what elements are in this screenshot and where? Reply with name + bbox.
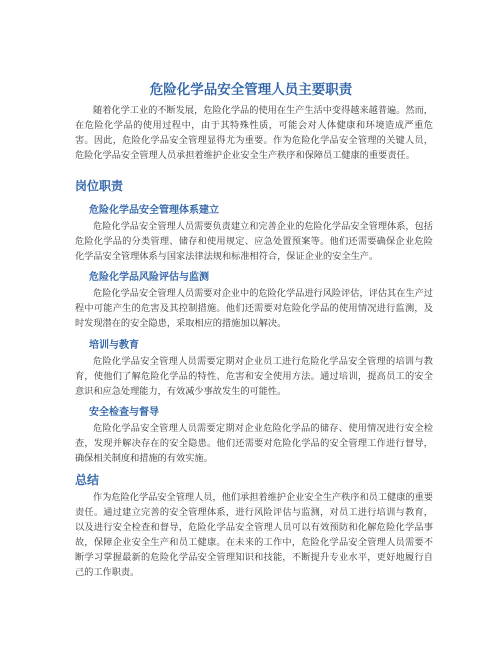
- section-text-system: 危险化学品安全管理人员需要负责建立和完善企业的危险化学品安全管理体系，包括危险化学品的分类管理、储存和使用规定、应急处置预案等。他们还需要确保企业危险化学品安全管理体系与国家法律法规和标准相符合，保证企业的安全生产。: [75, 221, 433, 263]
- summary-heading: 总结: [75, 473, 100, 487]
- section-heading-risk: 危险化学品风险评估与监测: [89, 272, 209, 283]
- section-heading-system: 危险化学品安全管理体系建立: [89, 205, 219, 216]
- document-title: 危险化学品安全管理人员主要职责: [149, 82, 353, 98]
- section-heading-inspection: 安全检查与督导: [89, 407, 159, 418]
- section-text-risk: 危险化学品安全管理人员需要对企业中的危险化学品进行风险评估，评估其在生产过程中可能产生的危害及其控制措施。他们还需要对危险化学品的使用情况进行监测，及时发现潜在的安全隐患，采取相应的措施加以解决。: [75, 288, 433, 330]
- duties-heading: 岗位职责: [75, 179, 124, 193]
- section-text-inspection: 危险化学品安全管理人员需要定期对企业危险化学品的储存、使用情况进行安全检查，发现并解决存在的安全隐患。他们还需要对危险化学品的安全管理工作进行督导，确保相关制度和措施的有效实施。: [75, 423, 433, 465]
- intro-paragraph: 随着化学工业的不断发展，危险化学品的使用在生产生活中变得越来越普遍。然而，在危险化学品的使用过程中，由于其特殊性质，可能会对人体健康和环境造成严重危害。因此，危险化学品安全管理显得尤为重要。作为危险化学品安全管理的关键人员，危险化学品安全管理人员承担着维护企业安全生产秩序和保障员工健康的重要责任。: [75, 105, 433, 162]
- section-heading-training: 培训与教育: [89, 340, 139, 351]
- summary-paragraph: 作为危险化学品安全管理人员，他们承担着维护企业安全生产秩序和员工健康的重要责任。通过建立完善的安全管理体系，进行风险评估与监测，对员工进行培训与教育，以及进行安全检查和督导，危险化学品安全管理人员可以有效预防和化解危险化学品事故，保障企业安全生产和员工健康。在未来的工作中，危险化学品安全管理人员需要不断学习掌握最新的危险化学品安全管理知识和技能，不断提升专业水平，更好地履行自己的工作职责。: [75, 492, 433, 579]
- section-text-training: 危险化学品安全管理人员需要定期对企业员工进行危险化学品安全管理的培训与教育，使他们了解危险化学品的特性、危害和安全使用方法。通过培训，提高员工的安全意识和应急处理能力，有效减少事故发生的可能性。: [75, 356, 433, 398]
